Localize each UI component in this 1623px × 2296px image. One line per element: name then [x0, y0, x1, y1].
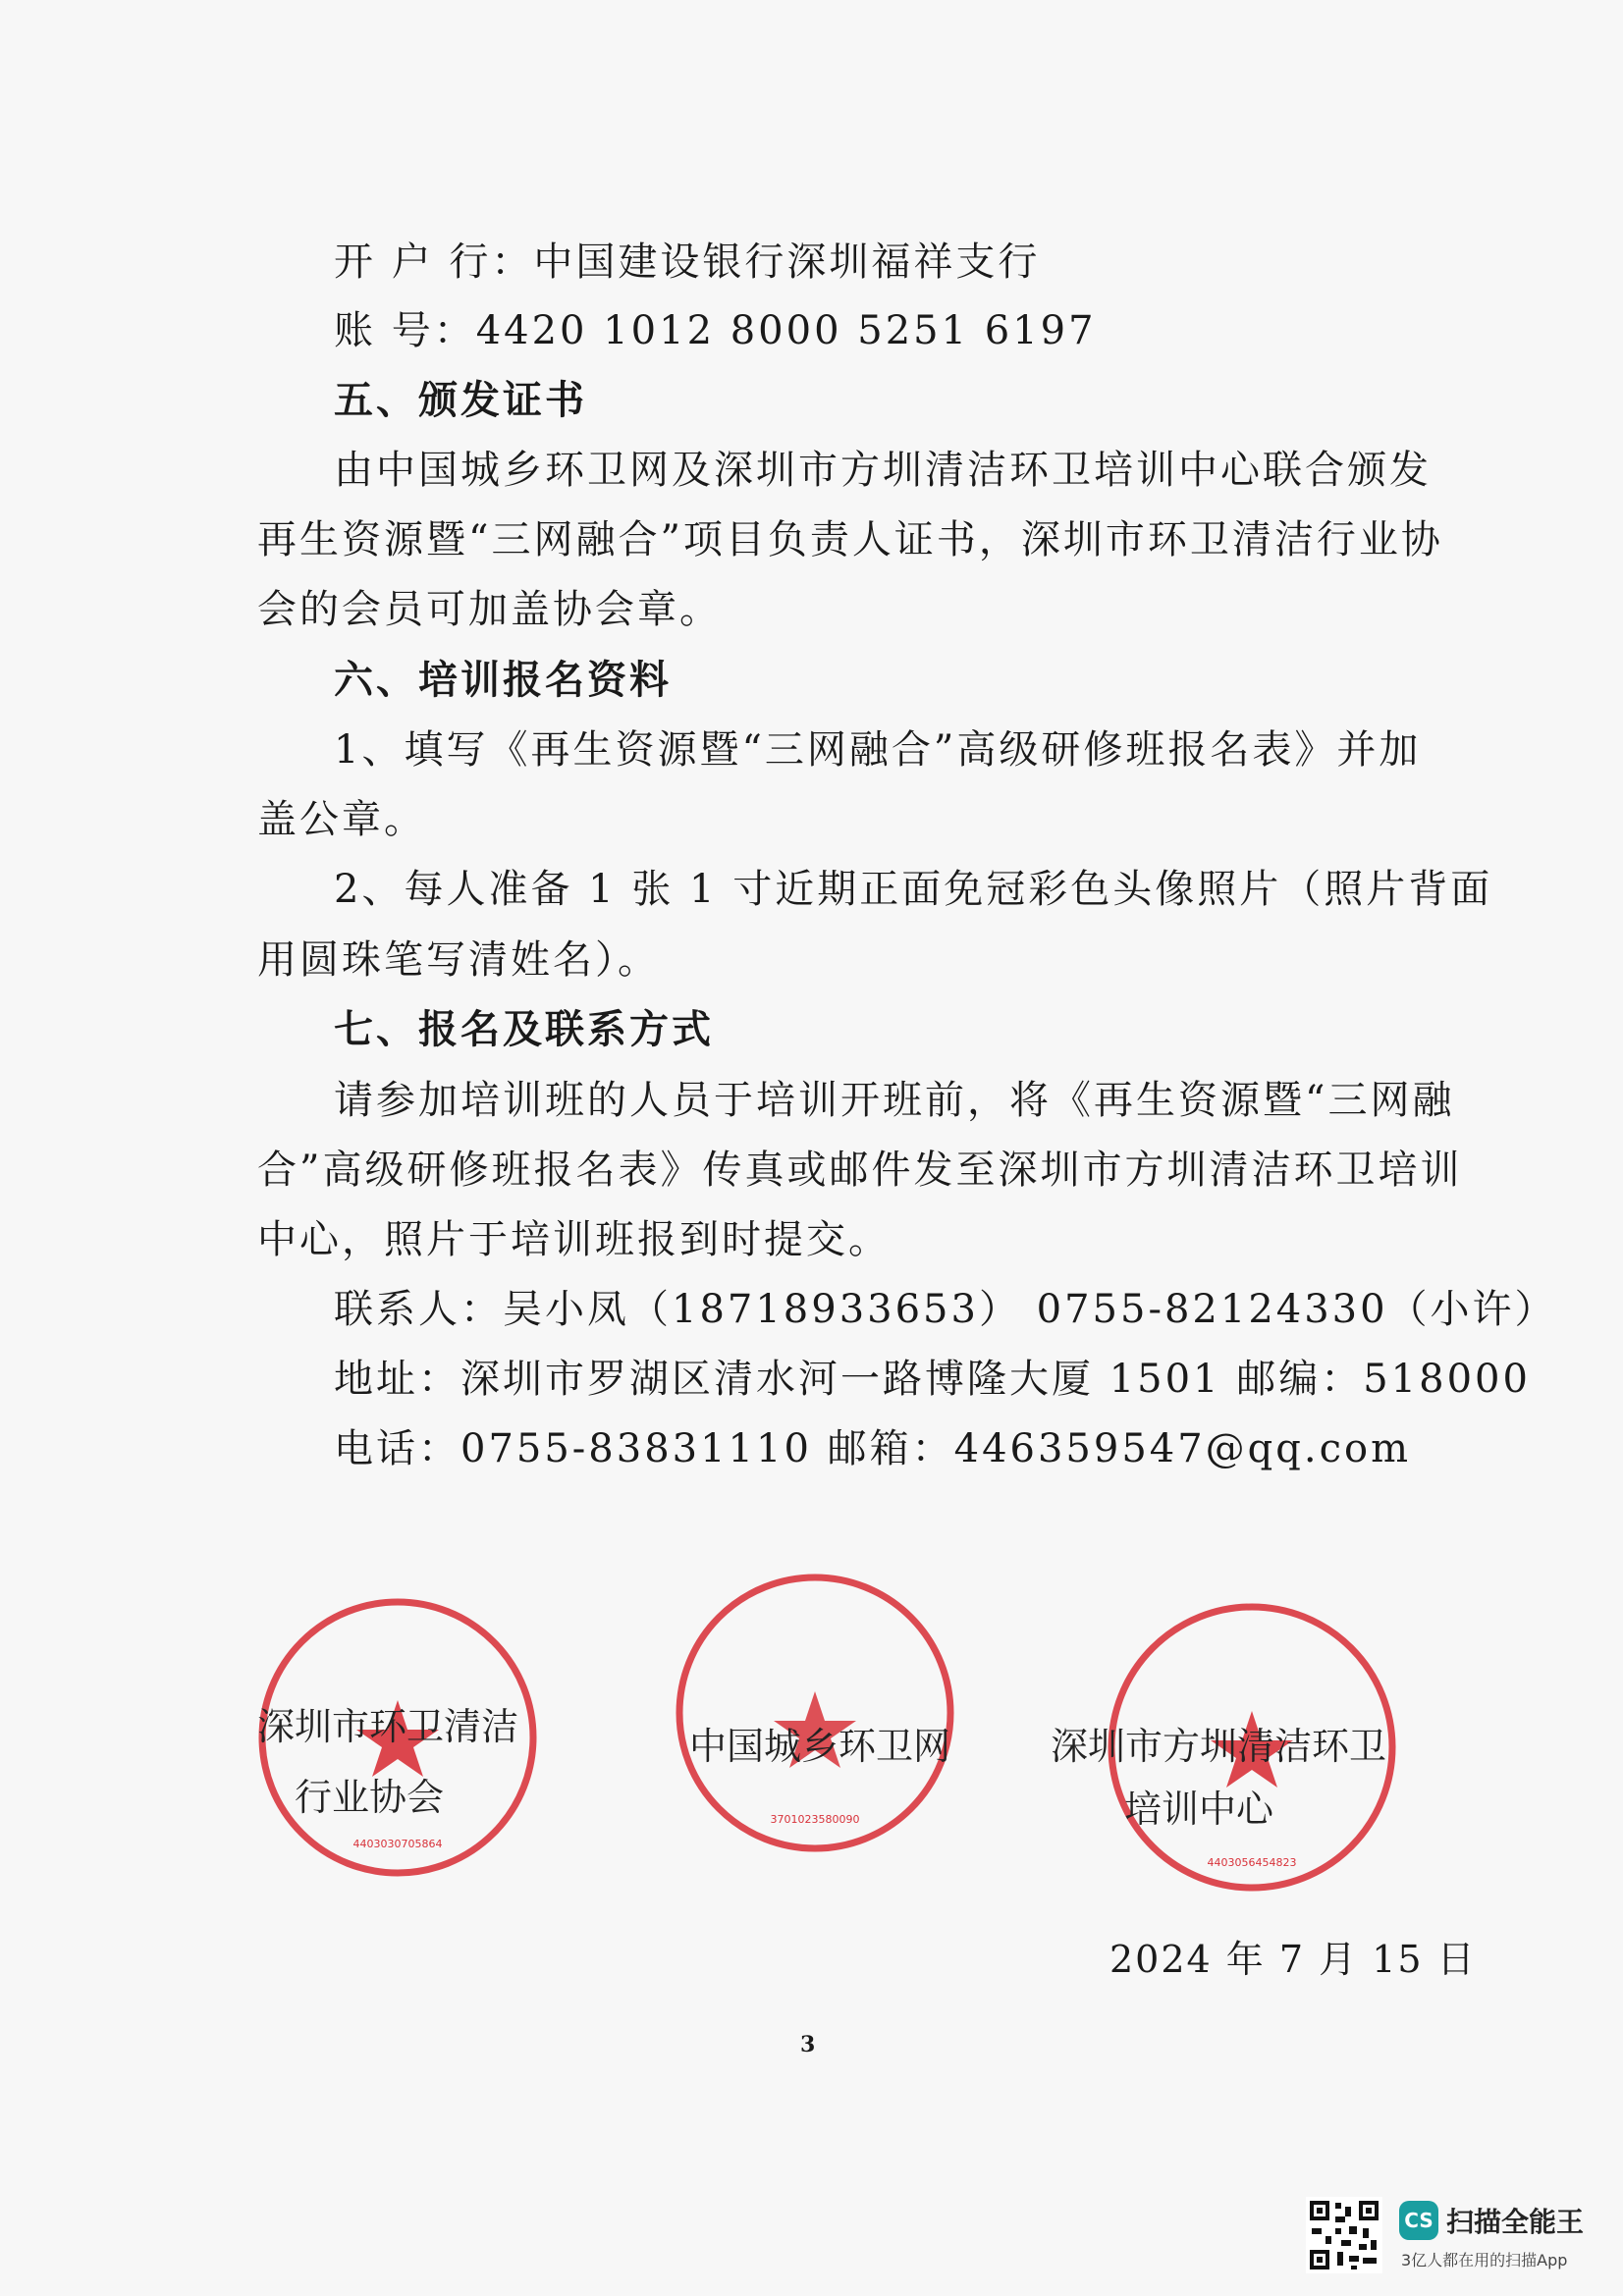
paragraph-line: 请参加培训班的人员于培训开班前，将《再生资源暨“三网融	[334, 1078, 1455, 1123]
list-item: 用圆珠笔写清姓名）。	[257, 937, 660, 983]
list-item: 1、填写《再生资源暨“三网融合”高级研修班报名表》并加	[334, 727, 1422, 773]
paragraph-line: 合”高级研修班报名表》传真或邮件发至深圳市方圳清洁环卫培训	[257, 1148, 1463, 1193]
page-number: 3	[800, 2032, 816, 2057]
signature-org3-line2: 培训中心	[1124, 1788, 1274, 1831]
signature-org1-line2: 行业协会	[295, 1776, 445, 1819]
paragraph-line: 中心，照片于培训班报到时提交。	[257, 1217, 891, 1262]
scanner-app-name: 扫描全能王	[1446, 2206, 1585, 2238]
scanner-app-tagline: 3亿人都在用的扫描App	[1401, 2251, 1568, 2269]
list-item: 盖公章。	[257, 797, 426, 842]
paragraph-line: 由中国城乡环卫网及深圳市方圳清洁环卫培训中心联合颁发	[334, 448, 1432, 493]
paragraph-line: 再生资源暨“三网融合”项目负责人证书，深圳市环卫清洁行业协	[257, 517, 1443, 562]
address-line: 地址：深圳市罗湖区清水河一路博隆大厦 1501 邮编：518000	[334, 1357, 1531, 1402]
list-item: 2、每人准备 1 张 1 寸近期正面免冠彩色头像照片（照片背面	[334, 867, 1493, 912]
signature-org1-line1: 深圳市环卫清洁	[257, 1705, 519, 1748]
phone-email-line: 电话：0755-83831110 邮箱：446359547@qq.com	[334, 1426, 1412, 1471]
document-date: 2024 年 7 月 15 日	[1109, 1938, 1477, 1981]
qr-code-icon	[1306, 2197, 1382, 2273]
section-title-materials: 六、培训报名资料	[334, 657, 672, 703]
contact-person: 联系人：吴小凤（18718933653） 0755-82124330（小许）	[334, 1287, 1557, 1332]
seal-code: 4403030705864	[352, 1838, 443, 1850]
paragraph-line: 会的会员可加盖协会章。	[257, 587, 722, 632]
camscanner-logo-icon: CS	[1399, 2201, 1438, 2240]
seal-code: 4403056454823	[1207, 1856, 1297, 1869]
network-seal	[668, 1566, 962, 1860]
signature-org2: 中国城乡环卫网	[689, 1725, 951, 1768]
section-title-certificate: 五、颁发证书	[334, 377, 587, 423]
section-title-contact: 七、报名及联系方式	[334, 1006, 714, 1052]
account-line: 账 号：4420 1012 8000 5251 6197	[334, 308, 1097, 353]
bank-line: 开 户 行：中国建设银行深圳福祥支行	[334, 240, 1041, 285]
scanner-app-badge	[1306, 2197, 1600, 2285]
seal-code: 3701023580090	[770, 1813, 860, 1826]
signature-org3-line1: 深圳市方圳清洁环卫	[1051, 1725, 1387, 1768]
